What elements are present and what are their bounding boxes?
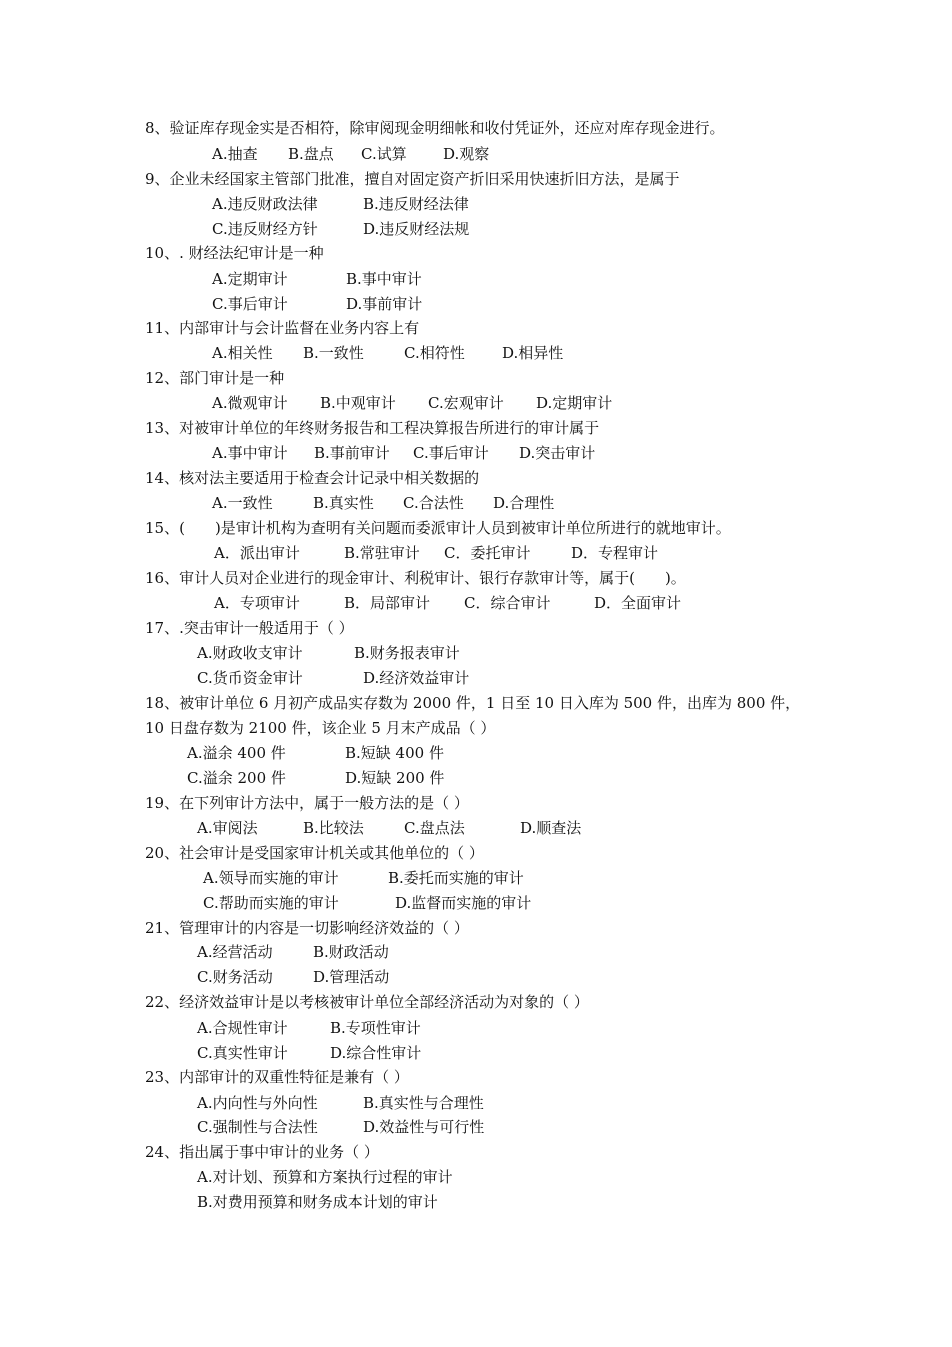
option-22b: B.专项性审计 xyxy=(330,1019,421,1037)
option-15d: D．专程审计 xyxy=(571,544,659,562)
option-15a: A．派出审计 xyxy=(214,544,300,562)
option-23b: B.真实性与合理性 xyxy=(363,1094,484,1112)
option-17b: B.财务报表审计 xyxy=(354,644,460,662)
option-19b: B.比较法 xyxy=(303,819,364,837)
option-9d: D.违反财经法规 xyxy=(363,220,470,238)
question-22: 22、经济效益审计是以考核被审计单位全部经济活动为对象的（ ） xyxy=(145,993,589,1011)
option-21b: B.财政活动 xyxy=(313,943,389,961)
option-17c: C.货币资金审计 xyxy=(197,669,303,687)
option-9a: A.违反财政法律 xyxy=(212,195,318,213)
question-11: 11、内部审计与会计监督在业务内容上有 xyxy=(145,319,420,337)
option-22c: C.真实性审计 xyxy=(197,1044,288,1062)
option-20a: A.领导而实施的审计 xyxy=(203,869,339,887)
question-15: 15、( )是审计机构为查明有关问题而委派审计人员到被审计单位所进行的就地审计。 xyxy=(145,519,731,537)
option-10a: A.定期审计 xyxy=(212,270,288,288)
question-18-continued: 10 日盘存数为 2100 件，该企业 5 月末产成品（ ） xyxy=(145,719,496,737)
question-14: 14、核对法主要适用于检查会计记录中相关数据的 xyxy=(145,469,480,487)
question-12: 12、部门审计是一种 xyxy=(145,369,285,387)
question-20: 20、社会审计是受国家审计机关或其他单位的（ ） xyxy=(145,844,484,862)
option-18c: C.溢余 200 件 xyxy=(187,769,286,787)
option-11a: A.相关性 xyxy=(212,344,273,362)
option-19a: A.审阅法 xyxy=(197,819,258,837)
option-20d: D.监督而实施的审计 xyxy=(395,894,532,912)
option-20b: B.委托而实施的审计 xyxy=(388,869,524,887)
option-22d: D.综合性审计 xyxy=(330,1044,422,1062)
question-18: 18、被审计单位 6 月初产成品实存数为 2000 件，1 日至 10 日入库为 500 件，出库为 800 件， xyxy=(145,694,801,712)
option-19d: D.顺查法 xyxy=(520,819,582,837)
option-15b: B.常驻审计 xyxy=(344,544,420,562)
question-24: 24、指出属于事中审计的业务（ ） xyxy=(145,1143,379,1161)
option-17d: D.经济效益审计 xyxy=(363,669,470,687)
option-13b: B.事前审计 xyxy=(314,444,390,462)
option-18a: A.溢余 400 件 xyxy=(187,744,286,762)
option-12a: A.微观审计 xyxy=(212,394,288,412)
option-13c: C.事后审计 xyxy=(413,444,489,462)
option-15c: C．委托审计 xyxy=(444,544,531,562)
option-14d: D.合理性 xyxy=(493,494,555,512)
option-18b: B.短缺 400 件 xyxy=(345,744,444,762)
option-9b: B.违反财经法律 xyxy=(363,195,469,213)
option-22a: A.合规性审计 xyxy=(197,1019,288,1037)
question-19: 19、在下列审计方法中，属于一般方法的是（ ） xyxy=(145,794,469,812)
option-18d: D.短缺 200 件 xyxy=(345,769,445,787)
option-11c: C.相符性 xyxy=(404,344,465,362)
option-21a: A.经营活动 xyxy=(197,943,273,961)
option-8c: C.试算 xyxy=(361,145,407,163)
option-10b: B.事中审计 xyxy=(346,270,422,288)
option-20c: C.帮助而实施的审计 xyxy=(203,894,339,912)
option-23c: C.强制性与合法性 xyxy=(197,1118,318,1136)
option-8a: A.抽查 xyxy=(212,145,258,163)
question-9: 9、企业未经国家主管部门批准，擅自对固定资产折旧采用快速折旧方法，是属于 xyxy=(145,170,680,188)
option-17a: A.财政收支审计 xyxy=(197,644,303,662)
option-14a: A.一致性 xyxy=(212,494,273,512)
option-23d: D.效益性与可行性 xyxy=(363,1118,485,1136)
option-10c: C.事后审计 xyxy=(212,295,288,313)
question-23: 23、内部审计的双重性特征是兼有（ ） xyxy=(145,1068,409,1086)
question-13: 13、对被审计单位的年终财务报告和工程决算报告所进行的审计属于 xyxy=(145,419,600,437)
option-21d: D.管理活动 xyxy=(313,968,390,986)
option-21c: C.财务活动 xyxy=(197,968,273,986)
question-21: 21、管理审计的内容是一切影响经济效益的（ ） xyxy=(145,919,469,937)
question-16: 16、审计人员对企业进行的现金审计、利税审计、银行存款审计等，属于( )。 xyxy=(145,569,686,587)
option-16a: A．专项审计 xyxy=(214,594,300,612)
option-23a: A.内向性与外向性 xyxy=(197,1094,318,1112)
option-16c: C．综合审计 xyxy=(464,594,551,612)
question-10: 10、. 财经法纪审计是一种 xyxy=(145,244,324,262)
option-9c: C.违反财经方针 xyxy=(212,220,318,238)
option-13a: A.事中审计 xyxy=(212,444,288,462)
option-13d: D.突击审计 xyxy=(519,444,596,462)
option-11d: D.相异性 xyxy=(502,344,564,362)
option-24a: A.对计划、预算和方案执行过程的审计 xyxy=(197,1168,453,1186)
option-24b: B.对费用预算和财务成本计划的审计 xyxy=(197,1193,438,1211)
option-16d: D．全面审计 xyxy=(594,594,682,612)
option-14c: C.合法性 xyxy=(403,494,464,512)
option-11b: B.一致性 xyxy=(303,344,364,362)
question-8: 8、验证库存现金实是否相符，除审阅现金明细帐和收付凭证外，还应对库存现金进行。 xyxy=(145,119,725,137)
option-10d: D.事前审计 xyxy=(346,295,423,313)
question-17: 17、.突击审计一般适用于（ ） xyxy=(145,619,354,637)
option-8d: D.观察 xyxy=(443,145,490,163)
option-12c: C.宏观审计 xyxy=(428,394,504,412)
option-8b: B.盘点 xyxy=(288,145,334,163)
option-12b: B.中观审计 xyxy=(320,394,396,412)
option-12d: D.定期审计 xyxy=(536,394,613,412)
option-14b: B.真实性 xyxy=(313,494,374,512)
option-16b: B．局部审计 xyxy=(344,594,431,612)
option-19c: C.盘点法 xyxy=(404,819,465,837)
